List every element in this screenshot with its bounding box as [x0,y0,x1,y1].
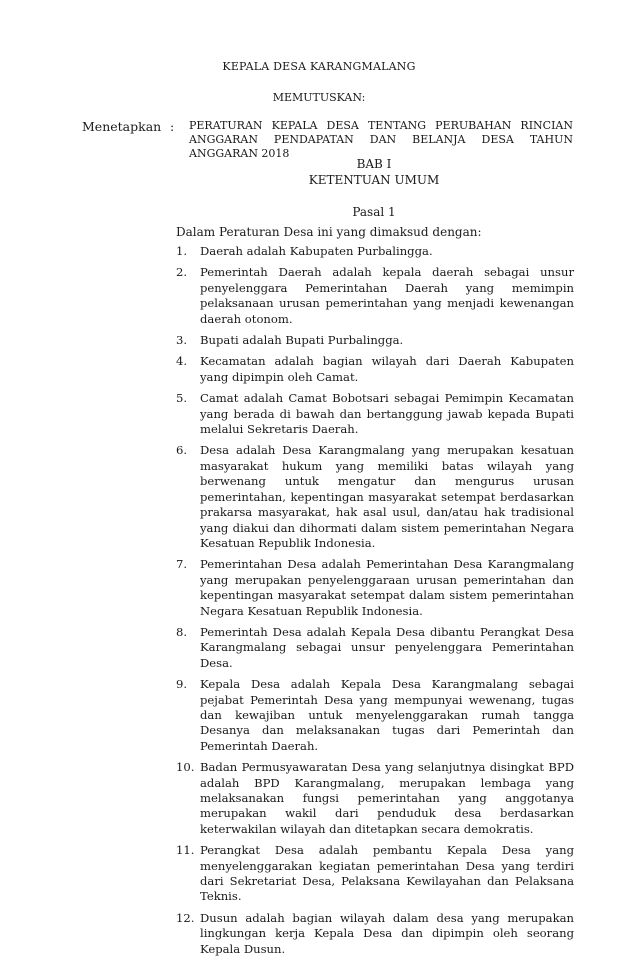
definition-list [176,244,574,963]
list-item [176,244,574,259]
item-number: 10. [176,760,195,775]
item-text: Dusun adalah bagian wilayah dalam desa yang merupakan lingkungan kerja Kepala Desa dan dipimpin oleh seorang Kepala Dusun. [200,910,574,956]
item-text: Bupati adalah Bupati Purbalingga. [200,333,404,348]
item-text: Pemerintahan Desa adalah Pemerintahan Desa Karangmalang yang merupakan penyelenggaraan urusan pemerintahan dan kepentingan masyarakat setempat dalam sistem pemerintahan Negara Kesatuan Republik Indonesia. [200,557,574,618]
item-number: 12. [176,910,195,925]
list-item [176,557,574,619]
list-item [176,391,574,437]
item-text: Kepala Desa adalah Kepala Desa Karangmalang sebagai pejabat Pemerintah Desa yang mempunyai wewenang, tugas dan kewajiban untuk menyelenggarakan rumah tangga Desanya dan melaksanakan tugas dari Pemerintah dan Pemerintah Daerah. [200,677,574,753]
item-text: Perangkat Desa adalah pembantu Kepala Desa yang menyelenggarakan kegiatan pemerintahan Desa yang terdiri dari Sekretariat Desa, Pelaksana Kewilayahan dan Pelaksana Teknis. [200,843,574,904]
menetapkan-colon: : [170,119,175,134]
item-text: Desa adalah Desa Karangmalang yang merupakan kesatuan masyarakat hukum yang memiliki batas wilayah yang berwenang untuk mengatur dan mengurus urusan pemerintahan, kepentingan masyarakat setempat berdasarkan prakarsa masyarakat, hak asal usul, dan/atau hak tradisional yang diakui dan dihormati dalam sistem pemerintahan Negara Kesatuan Republik Indonesia. [200,443,574,550]
item-text: Camat adalah Camat Bobotsari sebagai Pemimpin Kecamatan yang berada di bawah dan bertanggung jawab kepada Bupati melalui Sekretaris Daerah. [200,391,574,437]
item-number: 8. [176,624,188,639]
item-text: Badan Permusyawaratan Desa yang selanjutnya disingkat BPD adalah BPD Karangmalang, merupakan lembaga yang melaksanakan fungsi pemerintahan yang anggotanya merupakan wakil dari penduduk desa berdasarkan keterwakilan wilayah dan ditetapkan secara demokratis. [200,760,574,836]
item-text: Daerah adalah Kabupaten Purbalingga. [200,244,433,258]
item-number: 9. [176,677,188,692]
item-number: 2. [176,265,188,280]
list-item [176,843,574,905]
item-number: 11. [176,843,195,858]
chapter-subtitle: KETENTUAN UMUM [308,173,440,187]
item-number: 6. [176,443,188,458]
item-number: 5. [176,391,188,406]
document-heading: KEPALA DESA KARANGMALANG [222,60,416,73]
decision-heading: MEMUTUSKAN: [272,91,366,104]
item-text: Pemerintah Desa adalah Kepala Desa dibantu Perangkat Desa Karangmalang sebagai unsur penyelenggara Pemerintahan Desa. [200,624,574,670]
item-number: 1. [176,244,188,258]
regulation-title: PERATURAN KEPALA DESA TENTANG PERUBAHAN RINCIAN ANGGARAN PENDAPATAN DAN BELANJA DESA TAHUN ANGGARAN 2018 [189,119,573,160]
list-item [176,677,574,754]
item-number: 3. [176,333,188,348]
list-item [176,354,574,385]
list-item [176,760,574,837]
chapter-title: BAB I [356,157,392,171]
item-text: Pemerintah Daerah adalah kepala daerah sebagai unsur penyelenggara Pemerintahan Daerah yang memimpin pelaksanaan urusan pemerintahan yang menjadi kewenangan daerah otonom. [200,265,574,326]
item-number: 7. [176,557,188,572]
item-number: 4. [176,354,188,369]
list-item [176,265,574,327]
list-item [176,333,574,348]
article-title: Pasal 1 [352,205,396,219]
list-item [176,625,574,671]
list-item [176,911,574,957]
article-intro: Dalam Peraturan Desa ini yang dimaksud dengan: [176,225,482,239]
list-item [176,443,574,551]
item-text: Kecamatan adalah bagian wilayah dari Daerah Kabupaten yang dipimpin oleh Camat. [200,354,574,384]
menetapkan-label: Menetapkan [82,119,162,134]
